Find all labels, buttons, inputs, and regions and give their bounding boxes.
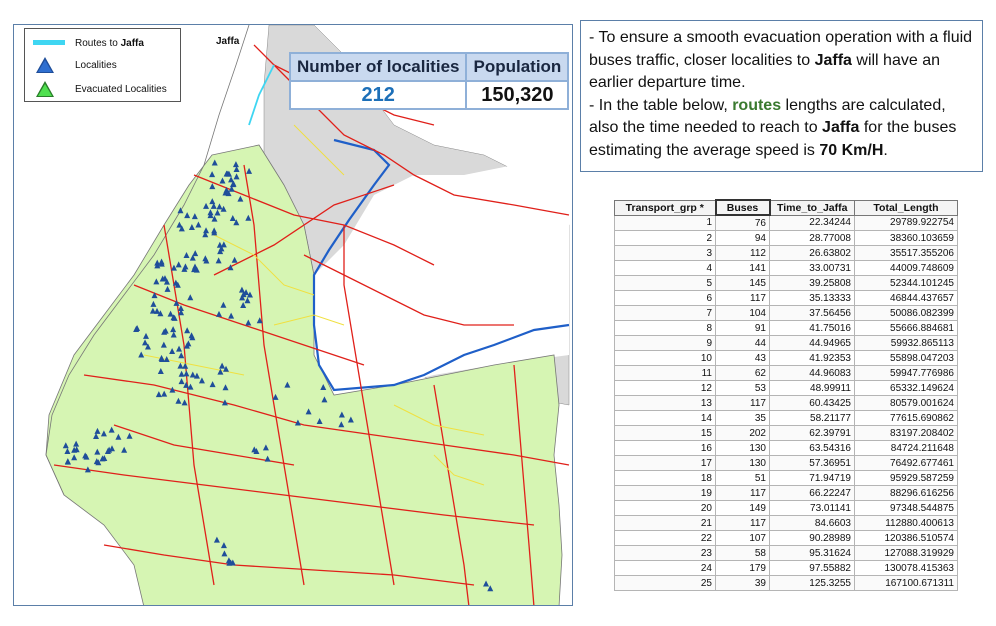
table-header-row: [615, 200, 958, 215]
note-city: Jaffa: [814, 51, 852, 69]
column-header-time-to-jaffa[interactable]: Time_to_Jaffa: [770, 200, 855, 215]
table-cell: 29789.922754: [855, 215, 958, 231]
table-row[interactable]: [615, 411, 958, 426]
table-row[interactable]: [615, 291, 958, 306]
table-cell: 62: [716, 366, 770, 381]
table-cell: 58.21177: [770, 411, 855, 426]
table-cell: 44.94965: [770, 336, 855, 351]
table-cell: 24: [615, 561, 716, 576]
table-cell: 59932.865113: [855, 336, 958, 351]
table-cell: 3: [615, 246, 716, 261]
table-row[interactable]: [615, 456, 958, 471]
table-cell: 95.31624: [770, 546, 855, 561]
table-cell: 10: [615, 351, 716, 366]
table-cell: 76492.677461: [855, 456, 958, 471]
table-cell: 39.25808: [770, 276, 855, 291]
table-cell: 63.54316: [770, 441, 855, 456]
table-row[interactable]: [615, 366, 958, 381]
table-cell: 130078.415363: [855, 561, 958, 576]
table-cell: 84.6603: [770, 516, 855, 531]
table-cell: 80579.001624: [855, 396, 958, 411]
legend-item-routes: [33, 35, 144, 51]
note-city: Jaffa: [822, 119, 860, 136]
table-row[interactable]: [615, 531, 958, 546]
table-row[interactable]: [615, 215, 958, 231]
table-cell: 46844.437657: [855, 291, 958, 306]
legend-item-localities: [33, 57, 117, 73]
table-cell: 4: [615, 261, 716, 276]
note-paragraph-2: [589, 95, 974, 163]
table-cell: 1: [615, 215, 716, 231]
table-cell: 35: [716, 411, 770, 426]
table-cell: 59947.776986: [855, 366, 958, 381]
table-cell: 38360.103659: [855, 231, 958, 246]
note-text: will have an earlier departure time.: [589, 51, 940, 91]
table-cell: 83197.208402: [855, 426, 958, 441]
table-cell: 97.55882: [770, 561, 855, 576]
legend-item-evacuated: [33, 81, 167, 97]
table-cell: 127088.319929: [855, 546, 958, 561]
table-cell: 95929.587259: [855, 471, 958, 486]
table-cell: 17: [615, 456, 716, 471]
table-cell: 167100.671311: [855, 576, 958, 591]
table-cell: 117: [716, 486, 770, 501]
table-cell: 130: [716, 456, 770, 471]
table-cell: 44.96083: [770, 366, 855, 381]
table-row[interactable]: [615, 276, 958, 291]
table-row[interactable]: [615, 396, 958, 411]
table-row[interactable]: [615, 381, 958, 396]
table-cell: 76: [716, 215, 770, 231]
table-cell: 28.77008: [770, 231, 855, 246]
table-row[interactable]: [615, 426, 958, 441]
table-cell: 65332.149624: [855, 381, 958, 396]
table-cell: 88296.616256: [855, 486, 958, 501]
table-row[interactable]: [615, 546, 958, 561]
table-body: [615, 215, 958, 591]
table-row[interactable]: [615, 261, 958, 276]
legend-routes-city: Jaffa: [120, 37, 144, 49]
explanation-note: [580, 20, 983, 172]
table-cell: 62.39791: [770, 426, 855, 441]
table-cell: 35517.355206: [855, 246, 958, 261]
table-cell: 25: [615, 576, 716, 591]
note-text: - To ensure a smooth evacuation operation with a fluid buses traffic, closer localities to: [589, 29, 973, 69]
table-cell: 43: [716, 351, 770, 366]
table-row[interactable]: [615, 306, 958, 321]
table-cell: 125.3255: [770, 576, 855, 591]
table-cell: 41.75016: [770, 321, 855, 336]
route-line-icon: [33, 40, 65, 45]
table-cell: 52344.101245: [855, 276, 958, 291]
table-cell: 55898.047203: [855, 351, 958, 366]
table-cell: 145: [716, 276, 770, 291]
note-text: .: [883, 141, 888, 159]
table-cell: 19: [615, 486, 716, 501]
column-header-total-length[interactable]: Total_Length: [855, 200, 958, 215]
table-row[interactable]: [615, 576, 958, 591]
table-cell: 41.92353: [770, 351, 855, 366]
table-cell: 104: [716, 306, 770, 321]
table-row[interactable]: [615, 501, 958, 516]
table-cell: 84724.211648: [855, 441, 958, 456]
table-cell: 120386.510574: [855, 531, 958, 546]
legend-localities-label: Localities: [75, 59, 117, 71]
table-cell: 94: [716, 231, 770, 246]
table-cell: 51: [716, 471, 770, 486]
table-row[interactable]: [615, 336, 958, 351]
table-cell: 35.13333: [770, 291, 855, 306]
table-cell: 20: [615, 501, 716, 516]
table-cell: 77615.690862: [855, 411, 958, 426]
table-cell: 5: [615, 276, 716, 291]
table-cell: 21: [615, 516, 716, 531]
table-row[interactable]: [615, 471, 958, 486]
table-cell: 141: [716, 261, 770, 276]
summary-stats-table: [289, 52, 569, 110]
note-routes-highlight: routes: [732, 96, 782, 114]
map-legend: [24, 28, 181, 102]
table-cell: 22.34244: [770, 215, 855, 231]
table-cell: 7: [615, 306, 716, 321]
table-cell: 179: [716, 561, 770, 576]
table-cell: 6: [615, 291, 716, 306]
stats-localities-value: 212: [290, 81, 466, 109]
table-row[interactable]: [615, 561, 958, 576]
table-cell: 23: [615, 546, 716, 561]
note-text: - In the table below,: [589, 96, 733, 114]
table-cell: 50086.082399: [855, 306, 958, 321]
table-cell: 66.22247: [770, 486, 855, 501]
note-text: for the buses estimating the average speed is: [589, 119, 957, 159]
table-cell: 90.28989: [770, 531, 855, 546]
table-cell: 9: [615, 336, 716, 351]
table-cell: 117: [716, 516, 770, 531]
table-row[interactable]: [615, 516, 958, 531]
map-city-label: Jaffa: [216, 36, 240, 47]
table-row[interactable]: [615, 486, 958, 501]
note-speed: 70 Km/H: [819, 141, 884, 159]
stats-population-value: 150,320: [466, 81, 568, 109]
stats-header-population: Population: [466, 53, 568, 81]
table-cell: 11: [615, 366, 716, 381]
table-cell: 14: [615, 411, 716, 426]
table-cell: 16: [615, 441, 716, 456]
legend-routes-prefix: Routes to: [75, 37, 121, 49]
table-cell: 44: [716, 336, 770, 351]
table-cell: 33.00731: [770, 261, 855, 276]
evacuation-map[interactable]: [14, 25, 573, 606]
table-cell: 107: [716, 531, 770, 546]
table-cell: 37.56456: [770, 306, 855, 321]
table-cell: 48.99911: [770, 381, 855, 396]
column-header-buses[interactable]: Buses: [716, 200, 770, 215]
table-cell: 58: [716, 546, 770, 561]
table-row[interactable]: [615, 231, 958, 246]
table-cell: 112880.400613: [855, 516, 958, 531]
table-row[interactable]: [615, 441, 958, 456]
table-cell: 39: [716, 576, 770, 591]
table-cell: 112: [716, 246, 770, 261]
table-cell: 57.36951: [770, 456, 855, 471]
table-cell: 8: [615, 321, 716, 336]
table-cell: 44009.748609: [855, 261, 958, 276]
column-header-transport-grp[interactable]: Transport_grp *: [615, 200, 716, 215]
legend-evacuated-label: Evacuated Localities: [75, 83, 167, 95]
table-cell: 15: [615, 426, 716, 441]
note-paragraph-1: [589, 27, 974, 95]
table-cell: 91: [716, 321, 770, 336]
table-cell: 60.43425: [770, 396, 855, 411]
table-cell: 12: [615, 381, 716, 396]
table-cell: 117: [716, 396, 770, 411]
table-cell: 71.94719: [770, 471, 855, 486]
note-text: lengths are calculated, also the time needed to reach to: [589, 96, 946, 136]
table-cell: 97348.544875: [855, 501, 958, 516]
stats-header-localities: Number of localities: [290, 53, 466, 81]
table-cell: 130: [716, 441, 770, 456]
table-row[interactable]: [615, 351, 958, 366]
table-cell: 55666.884681: [855, 321, 958, 336]
table-row[interactable]: [615, 321, 958, 336]
table-cell: 26.63802: [770, 246, 855, 261]
transport-groups-table[interactable]: [614, 199, 958, 591]
table-cell: 2: [615, 231, 716, 246]
table-cell: 18: [615, 471, 716, 486]
table-cell: 22: [615, 531, 716, 546]
table-cell: 149: [716, 501, 770, 516]
table-cell: 73.01141: [770, 501, 855, 516]
table-cell: 53: [716, 381, 770, 396]
table-cell: 202: [716, 426, 770, 441]
map-panel[interactable]: [13, 24, 573, 606]
table-cell: 13: [615, 396, 716, 411]
table-row[interactable]: [615, 246, 958, 261]
table-cell: 117: [716, 291, 770, 306]
